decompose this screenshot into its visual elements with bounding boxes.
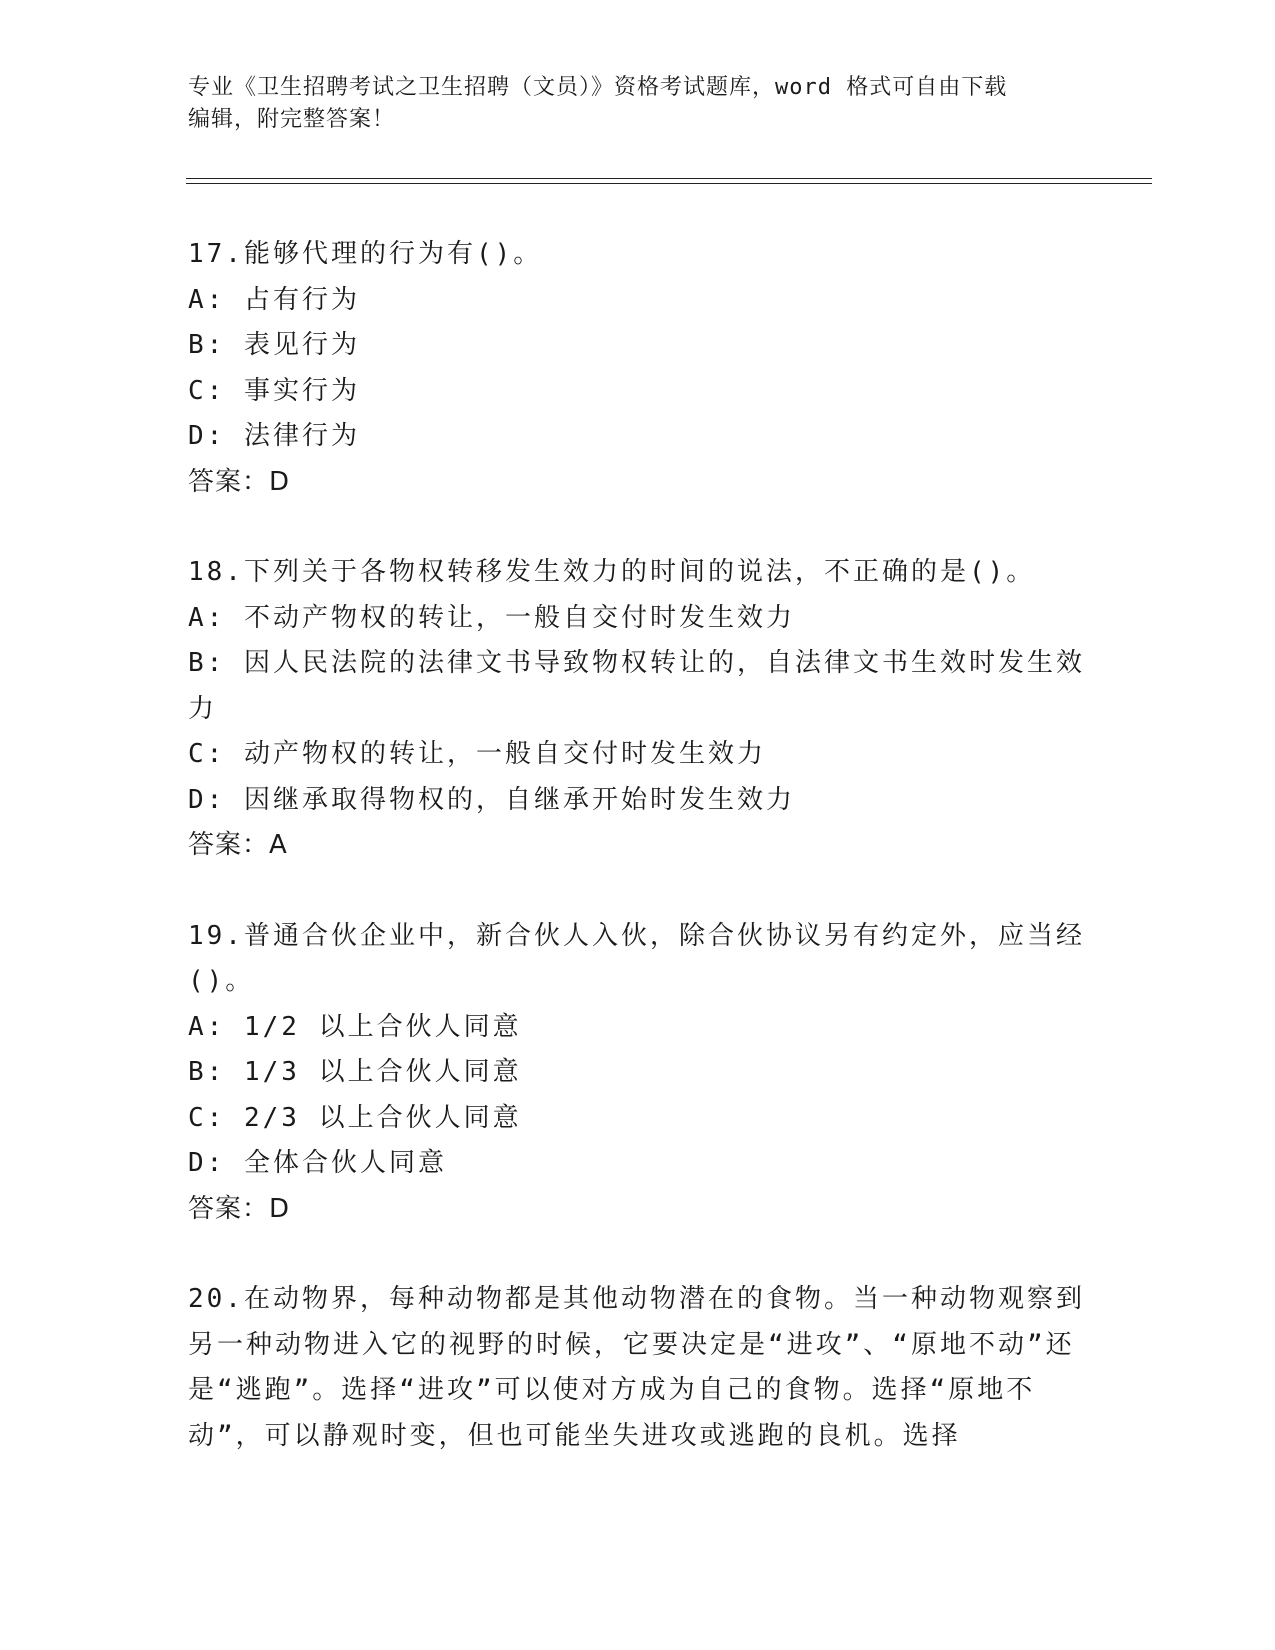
- question-17: [188, 232, 1088, 505]
- option-c: C: 2/3 以上合伙人同意: [188, 1102, 522, 1133]
- question-stem: 19.普通合伙企业中，新合伙人入伙，除合伙协议另有约定外，应当经()。: [188, 920, 1085, 996]
- option-b: B: 1/3 以上合伙人同意: [188, 1057, 522, 1087]
- answer: 答案：D: [188, 466, 291, 497]
- option-c: C: 动产物权的转让，一般自交付时发生效力: [188, 739, 766, 769]
- option-b: B: 表见行为: [188, 330, 360, 360]
- option-b: B: 因人民法院的法律文书导致物权转让的，自法律文书生效时发生效力: [188, 648, 1085, 724]
- option-a: A: 不动产物权的转让，一般自交付时发生效力: [188, 602, 795, 633]
- question-stem: 17.能够代理的行为有()。: [188, 239, 543, 269]
- header-rule: [186, 178, 1152, 179]
- option-d: D: 因继承取得物权的，自继承开始时发生效力: [188, 784, 795, 815]
- question-list: [188, 232, 1088, 1459]
- header-rule-secondary: [186, 183, 1152, 184]
- header-line-2: 编辑，附完整答案！: [188, 107, 396, 132]
- question-stem: 18.下列关于各物权转移发生效力的时间的说法，不正确的是()。: [188, 557, 1036, 587]
- answer: 答案：D: [188, 1193, 291, 1224]
- option-d: D: 法律行为: [188, 421, 360, 451]
- question-19: [188, 914, 1088, 1233]
- answer: 答案：A: [188, 830, 288, 860]
- option-c: C: 事实行为: [188, 375, 360, 406]
- header-line-1: 专业《卫生招聘考试之卫生招聘（文员）》资格考试题库，word 格式可自由下载: [188, 75, 1008, 100]
- question-18: [188, 550, 1088, 869]
- option-a: A: 1/2 以上合伙人同意: [188, 1011, 522, 1042]
- option-d: D: 全体合伙人同意: [188, 1148, 447, 1178]
- document-header: [188, 72, 1088, 136]
- question-stem: 20.在动物界，每种动物都是其他动物潜在的食物。当一种动物观察到另一种动物进入它的视野的时候，它要决定是“进攻”、“原地不动”还是“逃跑”。选择“进攻”可以使对方成为自己的食物。选择“原地不动”，可以静观时变，但也可能坐失进攻或逃跑的良机。选择: [188, 1284, 1085, 1451]
- option-a: A: 占有行为: [188, 284, 360, 315]
- question-20: [188, 1277, 1088, 1459]
